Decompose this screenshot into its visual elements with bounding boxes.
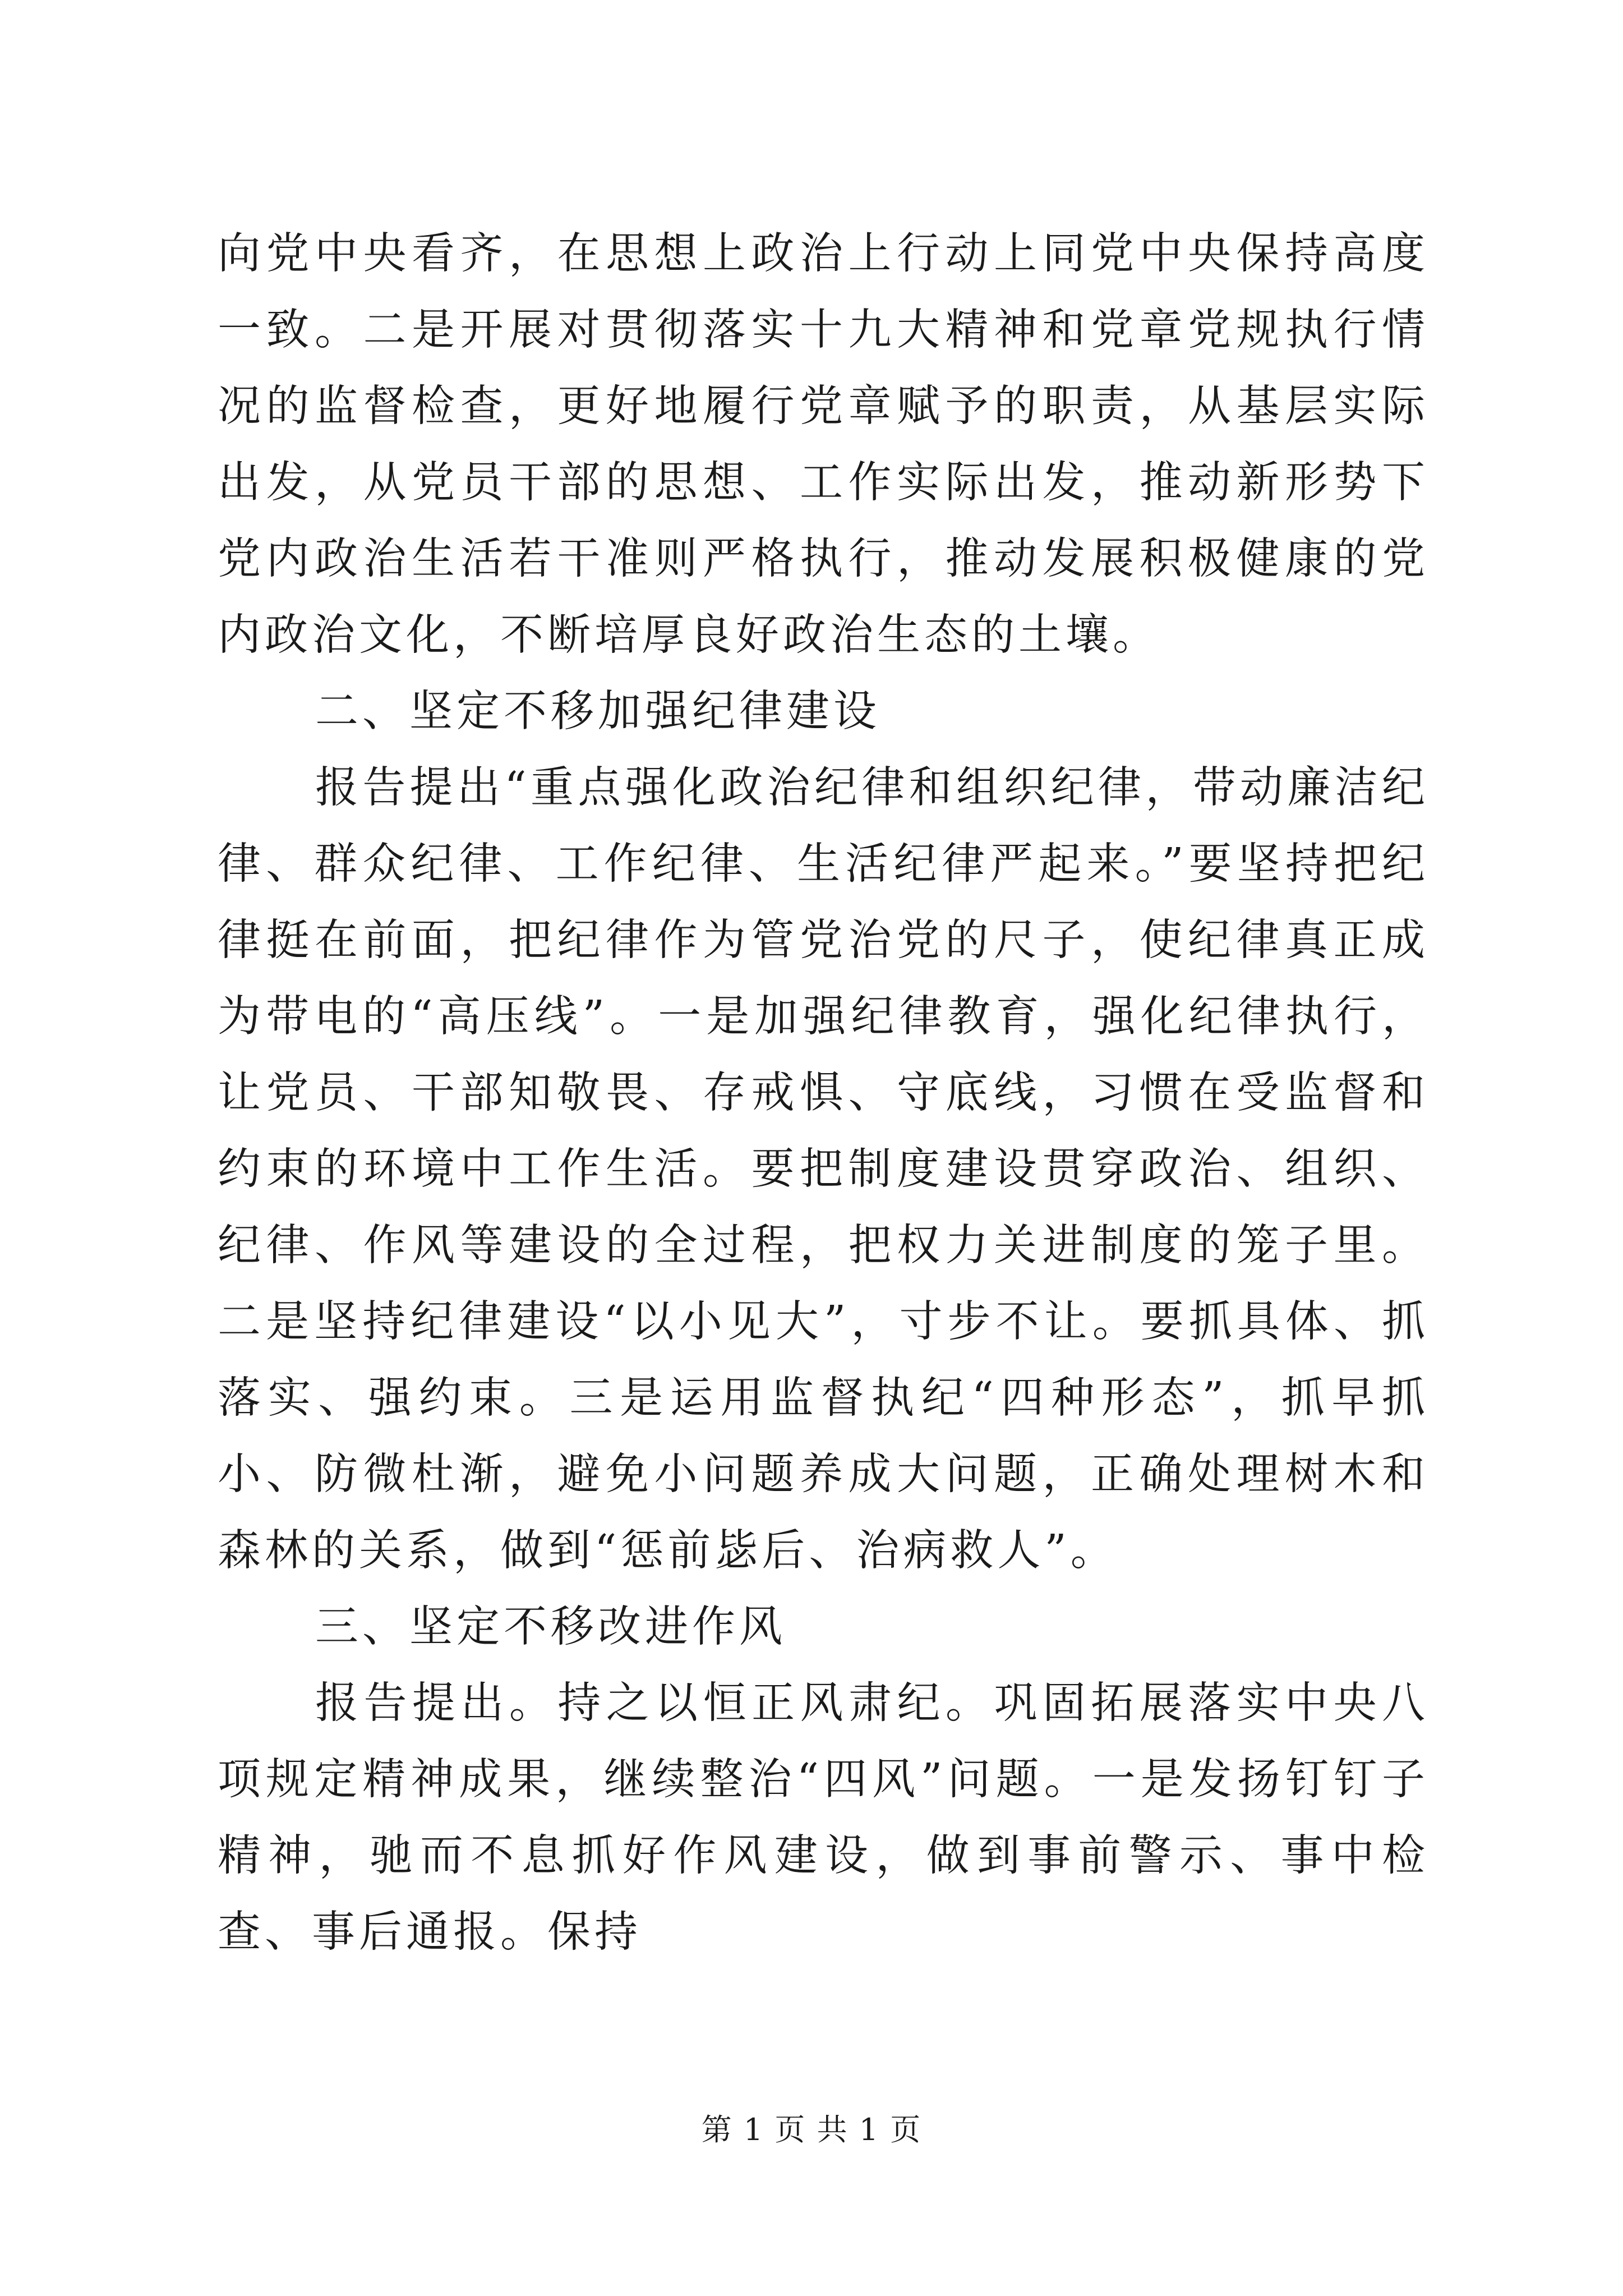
paragraph-work-style: 报告提出。持之以恒正风肃纪。巩固拓展落实中央八项规定精神成果，继续整治“四风”问题。一是发扬钉钉子精神，驰而不息抓好作风建设，做到事前警示、事中检查、事后通报。保持 [218,1678,1429,1957]
paragraph-continuation: 向党中央看齐，在思想上政治上行动上同党中央保持高度一致。二是开展对贯彻落实十九大精神和党章党规执行情况的监督检查，更好地履行党章赋予的职责，从基层实际出发，从党员干部的思想、工作实际出发，推动新形势下党内政治生活若干准则严格执行，推动发展积极健康的党内政治文化，不断培厚良好政治生态的土壤。 [218,229,1429,660]
document-body [218,216,1429,1971]
section-heading-work-style: 三、坚定不移改进作风 [315,1602,786,1652]
section-heading-discipline: 二、坚定不移加强纪律建设 [315,687,880,737]
paragraph-discipline: 报告提出“重点强化政治纪律和组织纪律，带动廉洁纪律、群众纪律、工作纪律、生活纪律严起来。”要坚持把纪律挺在前面，把纪律作为管党治党的尺子，使纪律真正成为带电的“高压线”。一是加强纪律教育，强化纪律执行，让党员、干部知敬畏、存戒惧、守底线，习惯在受监督和约束的环境中工作生活。要把制度建设贯穿政治、组织、纪律、作风等建设的全过程，把权力关进制度的笼子里。二是坚持纪律建设“以小见大”，寸步不让。要抓具体、抓落实、强约束。三是运用监督执纪“四种形态”，抓早抓小、防微杜渐，避免小问题养成大问题，正确处理树木和森林的关系，做到“惩前毖后、治病救人”。 [218,763,1429,1576]
page-footer: 第 1 页 共 1 页 [701,2112,922,2147]
